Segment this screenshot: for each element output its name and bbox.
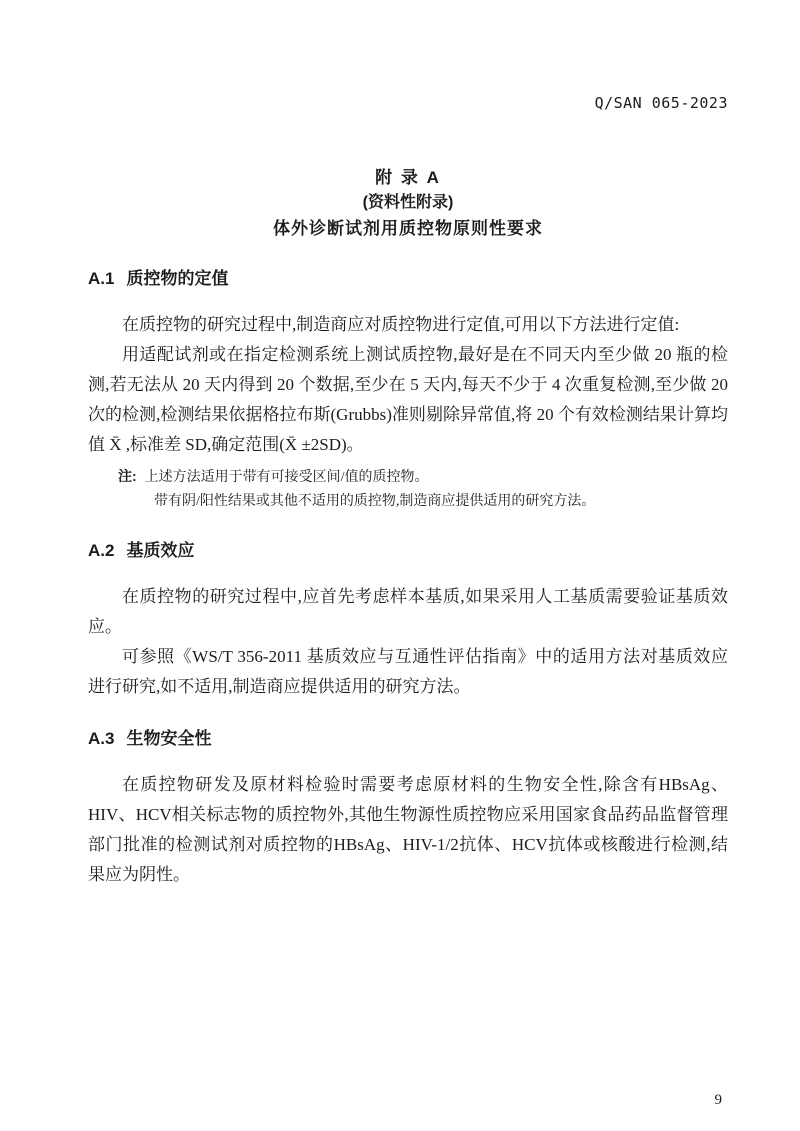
paragraph: 在质控物的研究过程中,制造商应对质控物进行定值,可用以下方法进行定值:	[122, 315, 680, 334]
paragraph: 用适配试剂或在指定检测系统上测试质控物,最好是在不同天内至少做 20 瓶的检测,若无法从 20 天内得到 20 个数据,至少在 5 天内,每天不少于 4 次重复检测,至少做 20 次的检测,检测结果依据格拉布斯(Grubbs)准则剔除异常值,将 20 个有效检测结果计算均值 X̄ ,标准差 SD,确定范围(X̄ ±2SD)。	[88, 345, 728, 454]
section-title: 生物安全性	[126, 729, 212, 748]
paragraph: 在质控物研发及原材料检验时需要考虑原材料的生物安全性,除含有HBsAg、HIV、HCV相关标志物的质控物外,其他生物源性质控物应采用国家食品药品监督管理部门批准的检测试剂对质控物的HBsAg、HIV-1/2抗体、HCV抗体或核酸进行检测,结果应为阴性。	[88, 775, 728, 884]
section-a2	[88, 540, 728, 702]
section-number: A.1	[88, 269, 115, 288]
section-title: 质控物的定值	[126, 269, 229, 288]
section-number: A.3	[88, 729, 115, 748]
section-a3	[88, 728, 728, 890]
note-line	[88, 464, 728, 490]
note-block	[88, 464, 728, 514]
appendix-main-title: 体外诊断试剂用质控物原则性要求	[273, 219, 543, 238]
section-number: A.2	[88, 541, 115, 560]
appendix-label: 附 录 A	[375, 168, 441, 187]
paragraph: 在质控物的研究过程中,应首先考虑样本基质,如果采用人工基质需要验证基质效应。	[88, 587, 728, 636]
appendix-type: (资料性附录)	[362, 194, 454, 211]
page-number: 9	[714, 1092, 722, 1108]
section-heading	[88, 728, 728, 750]
section-a1	[88, 268, 728, 514]
section-heading	[88, 540, 728, 562]
paragraph: 可参照《WS/T 356-2011 基质效应与互通性评估指南》中的适用方法对基质效应进行研究,如不适用,制造商应提供适用的研究方法。	[88, 647, 728, 696]
document-code: Q/SAN 065-2023	[594, 94, 728, 112]
note-line: 带有阴/阳性结果或其他不适用的质控物,制造商应提供适用的研究方法。	[154, 494, 596, 509]
section-title: 基质效应	[126, 541, 195, 560]
page-content	[88, 166, 728, 890]
note-label: 注:	[118, 468, 137, 484]
note-text: 上述方法适用于带有可接受区间/值的质控物。	[144, 470, 429, 485]
section-heading	[88, 268, 728, 290]
appendix-title-block	[88, 166, 728, 242]
